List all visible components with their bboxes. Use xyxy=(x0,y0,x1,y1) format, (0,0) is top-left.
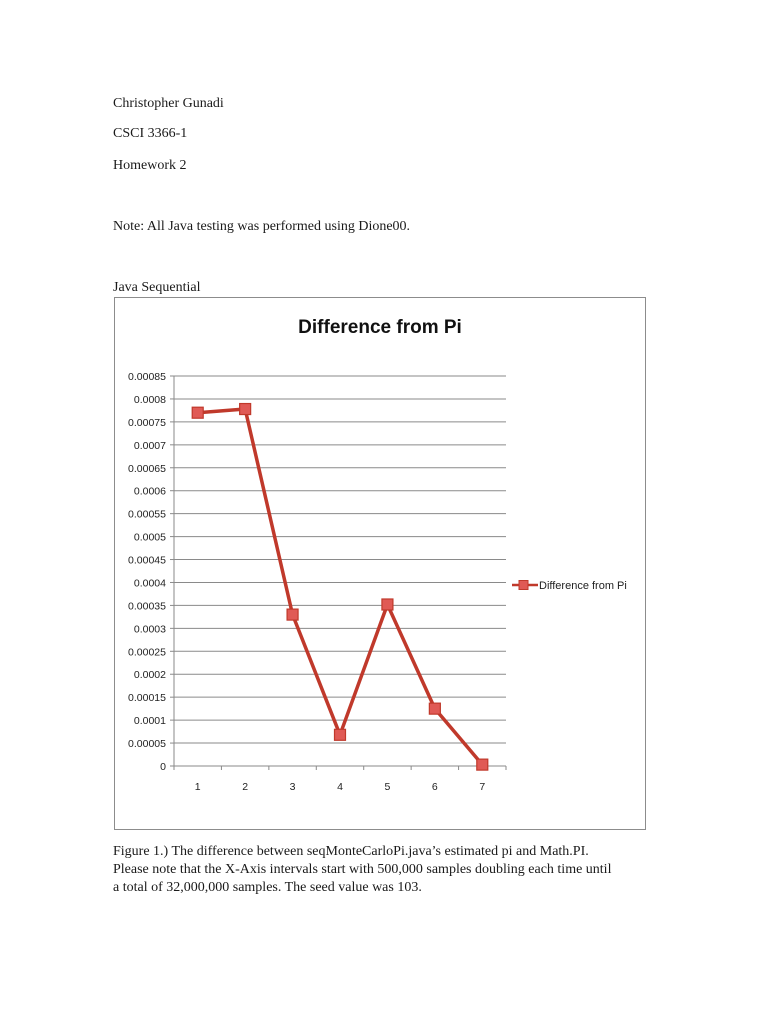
y-tick-label: 0.0008 xyxy=(133,393,166,406)
chart-axes xyxy=(170,376,506,770)
figure-caption xyxy=(113,843,658,897)
x-tick-label: 5 xyxy=(384,781,391,793)
data-point xyxy=(382,599,393,610)
caption-line-1: Figure 1.) The difference between seqMonteCarloPi.java’s estimated pi and Math.PI. xyxy=(113,844,589,859)
y-tick-label: 0.00075 xyxy=(128,416,166,429)
assignment-title: Homework 2 xyxy=(113,158,187,173)
chart-gridlines xyxy=(174,376,506,743)
x-tick-label: 4 xyxy=(337,781,343,793)
section-title: Java Sequential xyxy=(113,280,201,295)
y-tick-label: 0.0003 xyxy=(133,623,166,636)
y-tick-label: 0.0007 xyxy=(133,439,166,452)
y-tick-label: 0.00065 xyxy=(128,462,166,475)
x-tick-label: 7 xyxy=(479,781,486,793)
legend-marker-swatch xyxy=(519,581,528,590)
chart-frame xyxy=(114,297,646,830)
y-tick-label: 0.00035 xyxy=(128,600,166,613)
data-point xyxy=(240,404,251,415)
y-tick-label: 0.00085 xyxy=(128,371,166,383)
chart-title: Difference from Pi xyxy=(298,317,462,338)
y-axis-tick-labels xyxy=(128,371,166,773)
y-tick-label: 0.0002 xyxy=(133,669,166,682)
y-tick-label: 0.00025 xyxy=(128,646,166,659)
line-chart xyxy=(115,298,647,831)
y-tick-label: 0.00055 xyxy=(128,508,166,521)
data-point xyxy=(477,759,488,770)
data-point xyxy=(429,703,440,714)
caption-line-3: a total of 32,000,000 samples. The seed value was 103. xyxy=(113,880,422,895)
data-point xyxy=(287,609,298,620)
x-tick-label: 3 xyxy=(289,781,296,793)
y-tick-label: 0.0005 xyxy=(133,531,166,544)
y-tick-label: 0.00015 xyxy=(128,692,166,705)
testing-note: Note: All Java testing was performed using Dione00. xyxy=(113,219,411,234)
chart-series xyxy=(192,404,488,771)
caption-line-2: Please note that the X-Axis intervals start with 500,000 samples doubling each time until xyxy=(113,862,612,877)
y-tick-label: 0.0006 xyxy=(133,485,166,498)
course-code: CSCI 3366-1 xyxy=(113,126,188,141)
y-tick-label: 0 xyxy=(160,761,166,773)
x-axis-tick-labels xyxy=(195,781,486,793)
y-tick-label: 0.0004 xyxy=(133,577,166,590)
data-point xyxy=(335,729,346,740)
author-name: Christopher Gunadi xyxy=(113,96,224,111)
y-tick-label: 0.00045 xyxy=(128,554,166,567)
x-tick-label: 1 xyxy=(194,781,201,793)
data-point xyxy=(192,407,203,418)
y-tick-label: 0.00005 xyxy=(128,738,166,751)
x-tick-label: 2 xyxy=(242,781,249,793)
chart-legend xyxy=(512,580,627,592)
legend-label: Difference from Pi xyxy=(539,580,627,592)
x-tick-label: 6 xyxy=(431,781,438,793)
y-tick-label: 0.0001 xyxy=(133,715,166,728)
